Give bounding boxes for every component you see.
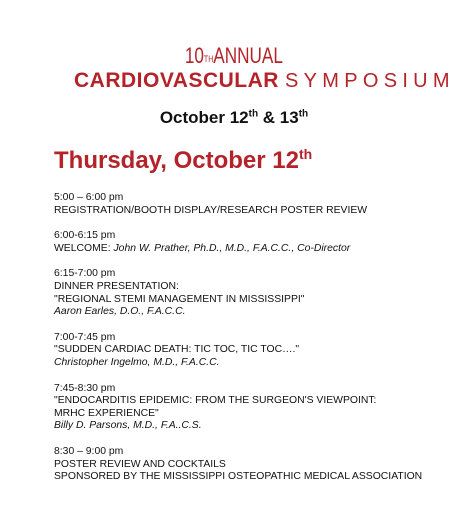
schedule-time: 6:00-6:15 pm bbox=[54, 230, 116, 242]
schedule-speaker: Billy D. Parsons, M.D., F.A..C.S. bbox=[54, 420, 202, 432]
ordinal-suffix: TH bbox=[204, 54, 214, 64]
annual-title bbox=[185, 44, 283, 68]
schedule-title: "SUDDEN CARDIAC DEATH: TIC TOC, TIC TOC…." bbox=[54, 344, 300, 356]
cardiovascular-word: CARDIOVASCULAR bbox=[74, 69, 279, 92]
schedule-item bbox=[54, 230, 464, 255]
schedule-subtitle: MRHC EXPERIENCE" bbox=[54, 407, 159, 419]
schedule-time: 8:30 – 9:00 pm bbox=[54, 445, 124, 457]
schedule-time: 7:00-7:45 pm bbox=[54, 331, 116, 343]
welcome-label: WELCOME: bbox=[54, 242, 114, 254]
welcome-speaker: John W. Prather, Ph.D., M.D., F.A.C.C., Co-Director bbox=[113, 242, 351, 254]
schedule-item bbox=[54, 332, 464, 370]
schedule-list bbox=[54, 192, 464, 497]
dates-second-suffix: th bbox=[298, 108, 309, 120]
schedule-title bbox=[54, 243, 464, 256]
annual-word: ANNUAL bbox=[213, 43, 284, 68]
day-heading bbox=[54, 146, 312, 175]
schedule-title: DINNER PRESENTATION: bbox=[54, 280, 179, 292]
day-suffix: th bbox=[298, 146, 313, 162]
symposium-header bbox=[0, 44, 468, 96]
schedule-title: POSTER REVIEW AND COCKTAILS bbox=[54, 458, 226, 470]
dates-second: & 13 bbox=[258, 108, 299, 127]
header-line-annual bbox=[0, 44, 468, 68]
symposium-word: SYMPOSIUM bbox=[284, 70, 455, 92]
day-label: Thursday, October 12 bbox=[54, 147, 299, 174]
schedule-subtitle: SPONSORED BY THE MISSISSIPPI OSTEOPATHIC MEDICAL ASSOCIATION bbox=[54, 471, 423, 483]
dates-first-suffix: th bbox=[248, 108, 259, 120]
schedule-speaker: Aaron Earles, D.O., F.A.C.C. bbox=[54, 306, 186, 318]
schedule-subtitle: "REGIONAL STEMI MANAGEMENT IN MISSISSIPPI" bbox=[54, 293, 305, 305]
schedule-item bbox=[54, 268, 464, 318]
event-dates bbox=[0, 108, 468, 128]
dates-first: October 12 bbox=[159, 108, 249, 127]
ordinal-number: 10 bbox=[184, 43, 205, 68]
schedule-speaker: Christopher Ingelmo, M.D., F.A.C.C. bbox=[54, 356, 220, 368]
schedule-item bbox=[54, 446, 464, 484]
schedule-title: REGISTRATION/BOOTH DISPLAY/RESEARCH POSTER REVIEW bbox=[54, 204, 368, 216]
schedule-time: 6:15-7:00 pm bbox=[54, 268, 116, 280]
schedule-item bbox=[54, 383, 464, 433]
schedule-item bbox=[54, 192, 464, 217]
schedule-time: 5:00 – 6:00 pm bbox=[54, 192, 124, 203]
schedule-title: "ENDOCARDITIS EPIDEMIC: FROM THE SURGEON'S VIEWPOINT: bbox=[54, 395, 377, 407]
schedule-time: 7:45-8:30 pm bbox=[54, 382, 116, 394]
header-line-symposium bbox=[0, 68, 468, 96]
